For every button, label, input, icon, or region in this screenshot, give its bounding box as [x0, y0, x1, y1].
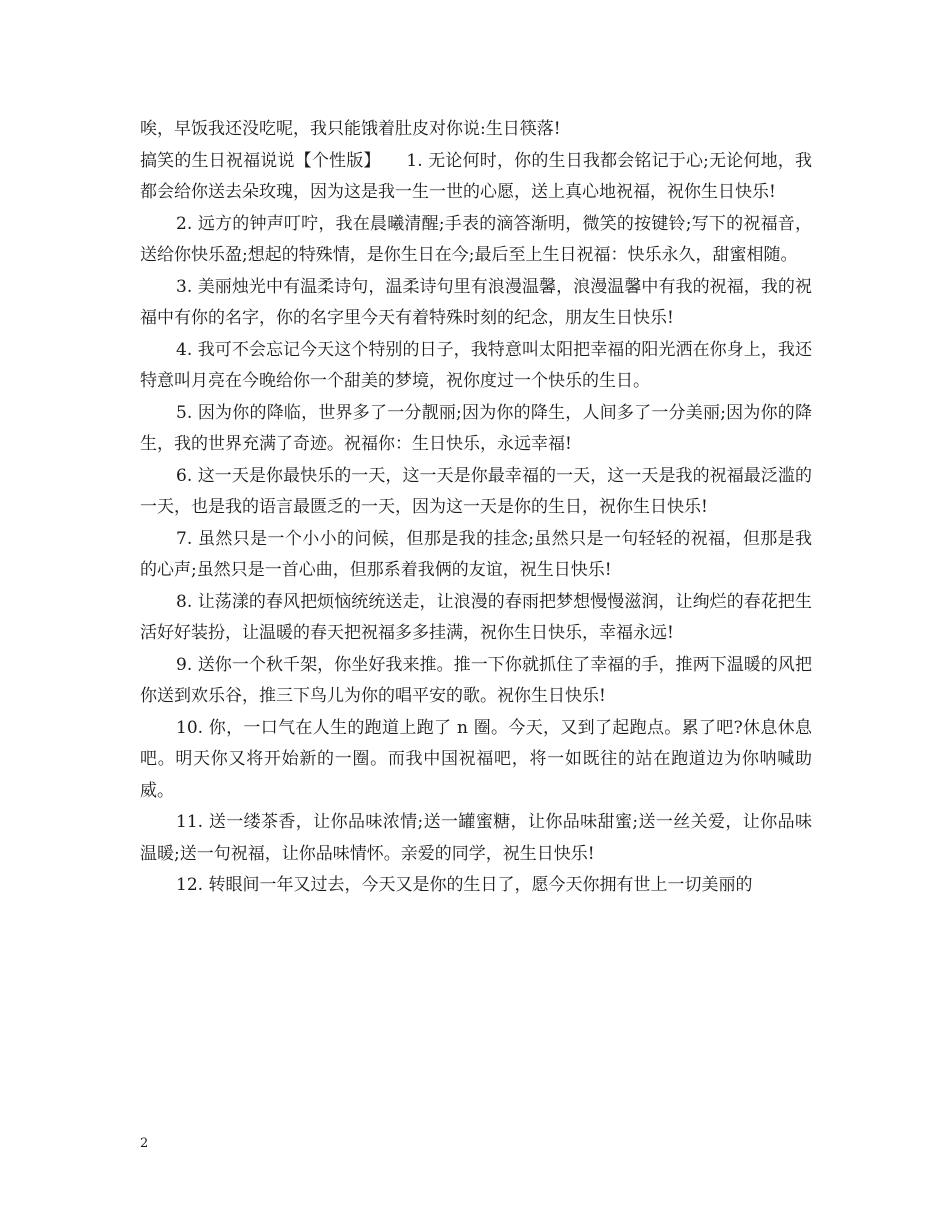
paragraph: 3. 美丽烛光中有温柔诗句，温柔诗句里有浪漫温馨，浪漫温馨中有我的祝福，我的祝福中有你的名字，你的名字里今天有着特殊时刻的纪念，朋友生日快乐! — [140, 276, 812, 328]
paragraph: 搞笑的生日祝福说说【个性版】 1. 无论何时，你的生日我都会铭记于心;无论何地，我都会给你送去朵玫瑰，因为这是我一生一世的心愿，送上真心地祝福，祝你生日快乐! — [140, 150, 812, 202]
paragraph: 5. 因为你的降临，世界多了一分靓丽;因为你的降生，人间多了一分美丽;因为你的降生，我的世界充满了奇迹。祝福你：生日快乐，永远幸福! — [140, 402, 812, 454]
paragraph: 11. 送一缕茶香，让你品味浓情;送一罐蜜糖，让你品味甜蜜;送一丝关爱，让你品味温暖;送一句祝福，让你品味情怀。亲爱的同学，祝生日快乐! — [140, 812, 812, 864]
paragraph: 12. 转眼间一年又过去，今天又是你的生日了，愿今天你拥有世上一切美丽的 — [176, 875, 753, 895]
paragraph: 唉，早饭我还没吃呢，我只能饿着肚皮对你说:生日筷落! — [140, 119, 561, 139]
paragraph: 2. 远方的钟声叮咛，我在晨曦清醒;手表的滴答渐明，微笑的按键铃;写下的祝福音，送给你快乐盈;想起的特殊情，是你生日在今;最后至上生日祝福：快乐永久，甜蜜相随。 — [140, 213, 812, 265]
paragraph: 6. 这一天是你最快乐的一天，这一天是你最幸福的一天，这一天是我的祝福最泛滥的一天，也是我的语言最匮乏的一天，因为这一天是你的生日，祝你生日快乐! — [140, 465, 812, 517]
paragraph: 7. 虽然只是一个小小的问候，但那是我的挂念;虽然只是一句轻轻的祝福，但那是我的心声;虽然只是一首心曲，但那系着我俩的友谊，祝生日快乐! — [140, 528, 812, 580]
paragraph: 10. 你，一口气在人生的跑道上跑了 n 圈。今天，又到了起跑点。累了吧?休息休息吧。明天你又将开始新的一圈。而我中国祝福吧，将一如既往的站在跑道边为你呐喊助威。 — [140, 717, 812, 801]
document-body — [140, 114, 812, 902]
page-number: 2 — [140, 1136, 149, 1151]
paragraph: 9. 送你一个秋千架，你坐好我来推。推一下你就抓住了幸福的手，推两下温暖的风把你送到欢乐谷，推三下鸟儿为你的唱平安的歌。祝你生日快乐! — [140, 654, 812, 706]
paragraph: 8. 让荡漾的春风把烦恼统统送走，让浪漫的春雨把梦想慢慢滋润，让绚烂的春花把生活好好装扮，让温暖的春天把祝福多多挂满，祝你生日快乐，幸福永远! — [140, 591, 812, 643]
paragraph: 4. 我可不会忘记今天这个特别的日子，我特意叫太阳把幸福的阳光洒在你身上，我还特意叫月亮在今晚给你一个甜美的梦境，祝你度过一个快乐的生日。 — [140, 339, 812, 391]
